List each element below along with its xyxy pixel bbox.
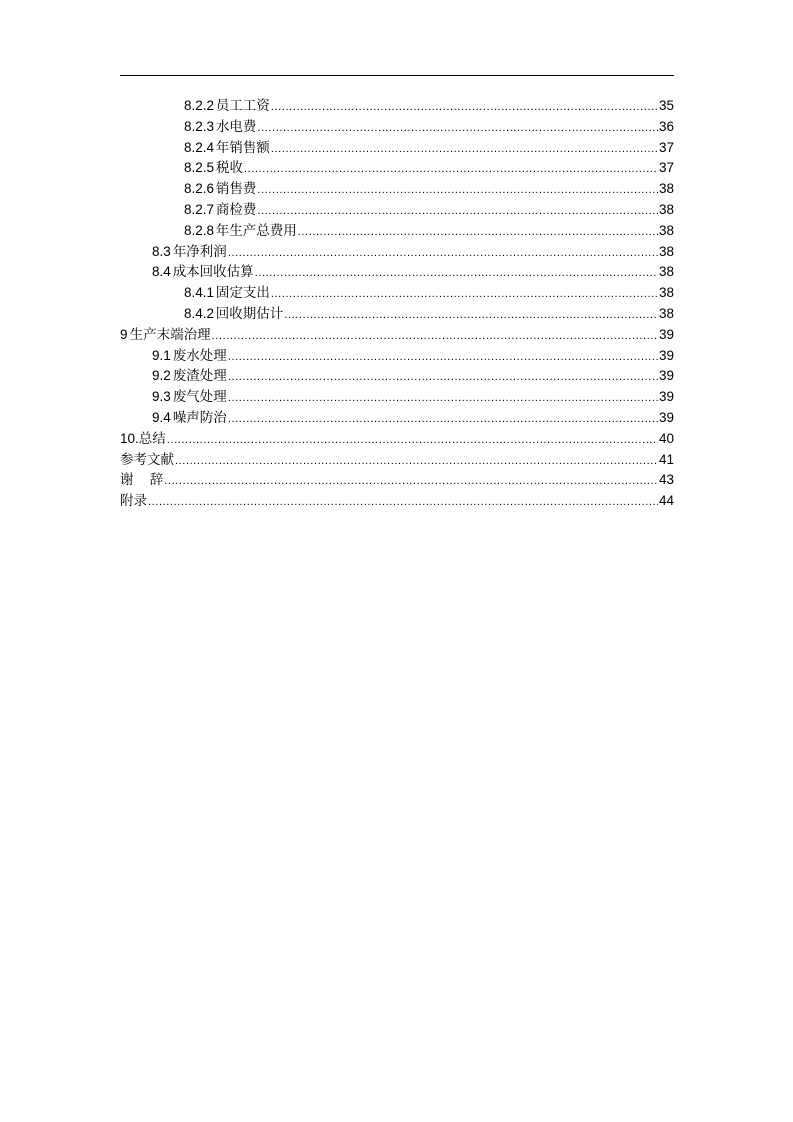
toc-entry-title: 废水处理 (172, 347, 227, 364)
toc-entry-title: 税收 (215, 160, 243, 177)
table-of-contents (120, 96, 674, 512)
dot-leader (167, 430, 658, 451)
toc-entry[interactable] (120, 429, 674, 450)
dot-leader (284, 305, 658, 326)
dot-leader (228, 388, 658, 409)
toc-entry-page-number: 39 (658, 326, 674, 342)
toc-entry-title: 回收期估计 (215, 305, 284, 322)
toc-entry-title: 附录 (120, 493, 147, 510)
toc-entry-title: 水电费 (215, 118, 257, 135)
dot-leader (228, 347, 658, 368)
toc-entry-title: 年净利润 (172, 243, 227, 260)
dot-leader (255, 263, 658, 284)
toc-entry-title: 商检费 (215, 201, 257, 218)
toc-entry-title: 废气处理 (172, 389, 227, 406)
toc-entry-number: 9.3 (152, 389, 171, 405)
toc-entry-number: 8.4.2 (184, 305, 215, 321)
dot-leader (271, 97, 658, 118)
toc-entry[interactable] (120, 387, 674, 408)
dot-leader (298, 222, 658, 243)
toc-entry-title: 噪声防治 (172, 409, 227, 426)
dot-leader (164, 471, 658, 492)
toc-entry-number: 9.1 (152, 347, 171, 363)
toc-entry[interactable] (120, 117, 674, 138)
toc-entry-page-number: 36 (658, 118, 674, 134)
toc-entry-number: 9.4 (152, 409, 171, 425)
dot-leader (175, 451, 658, 472)
dot-leader (271, 139, 658, 160)
dot-leader (244, 159, 658, 180)
toc-entry-page-number: 38 (658, 305, 674, 321)
header-rule (120, 75, 674, 76)
toc-entry-number: 8.4.1 (184, 285, 215, 301)
toc-entry[interactable] (120, 366, 674, 387)
toc-entry-title: 年生产总费用 (215, 222, 297, 239)
toc-entry[interactable] (120, 408, 674, 429)
toc-entry-title: 谢 辞 (120, 472, 164, 489)
dot-leader (228, 243, 658, 264)
dot-leader (228, 409, 658, 430)
toc-entry-page-number: 39 (658, 347, 674, 363)
toc-entry-title: 年销售额 (215, 139, 270, 156)
dot-leader (257, 180, 658, 201)
dot-leader (271, 284, 658, 305)
toc-entry-title: 销售费 (215, 181, 257, 198)
toc-entry-title: 生产末端治理 (129, 326, 211, 343)
toc-entry-number: 8.3 (152, 243, 171, 259)
toc-entry[interactable] (120, 491, 674, 512)
toc-entry[interactable] (120, 200, 674, 221)
toc-entry-page-number: 39 (658, 368, 674, 384)
toc-entry-page-number: 37 (658, 139, 674, 155)
toc-entry[interactable] (120, 221, 674, 242)
toc-entry[interactable] (120, 138, 674, 159)
toc-entry-page-number: 38 (658, 264, 674, 280)
toc-entry-number: 8.2.6 (184, 181, 215, 197)
toc-entry-page-number: 37 (658, 160, 674, 176)
toc-entry[interactable] (120, 470, 674, 491)
toc-entry[interactable] (120, 262, 674, 283)
toc-entry[interactable] (120, 158, 674, 179)
dot-leader (148, 492, 658, 513)
toc-entry-page-number: 38 (658, 285, 674, 301)
dot-leader (257, 118, 658, 139)
toc-entry-page-number: 44 (658, 493, 674, 509)
toc-entry-page-number: 43 (658, 472, 674, 488)
toc-entry[interactable] (120, 179, 674, 200)
toc-entry-page-number: 35 (658, 98, 674, 113)
toc-entry[interactable] (120, 283, 674, 304)
dot-leader (228, 367, 658, 388)
toc-entry-number: 10. (120, 430, 139, 446)
toc-entry-page-number: 39 (658, 389, 674, 405)
toc-entry-page-number: 40 (658, 430, 674, 446)
toc-entry-title: 成本回收估算 (172, 264, 254, 281)
toc-entry[interactable] (120, 242, 674, 263)
toc-entry-title: 员工工资 (215, 98, 270, 114)
toc-entry-page-number: 38 (658, 222, 674, 238)
toc-entry-number: 8.2.7 (184, 201, 215, 217)
toc-entry-title: 参考文献 (120, 451, 174, 468)
dot-leader (212, 326, 658, 347)
toc-entry[interactable] (120, 304, 674, 325)
toc-entry-page-number: 38 (658, 201, 674, 217)
toc-entry-page-number: 41 (658, 451, 674, 467)
toc-entry[interactable] (120, 450, 674, 471)
dot-leader (257, 201, 658, 222)
toc-entry-number: 8.2.8 (184, 222, 215, 238)
toc-entry-title: 废渣处理 (172, 368, 227, 385)
toc-entry-number: 8.2.4 (184, 139, 215, 155)
toc-entry-title: 固定支出 (215, 285, 270, 302)
toc-entry[interactable] (120, 325, 674, 346)
toc-entry-number: 8.2.2 (184, 98, 215, 113)
toc-entry-number: 9 (120, 326, 128, 342)
toc-entry[interactable] (120, 346, 674, 367)
toc-entry-number: 9.2 (152, 368, 171, 384)
toc-entry-title: 总结 (138, 430, 166, 447)
toc-entry-number: 8.2.5 (184, 160, 215, 176)
toc-entry-page-number: 38 (658, 243, 674, 259)
toc-entry-number: 8.2.3 (184, 118, 215, 134)
toc-entry[interactable] (120, 96, 674, 117)
toc-entry-page-number: 38 (658, 181, 674, 197)
toc-entry-number: 8.4 (152, 264, 171, 280)
toc-entry-page-number: 39 (658, 409, 674, 425)
